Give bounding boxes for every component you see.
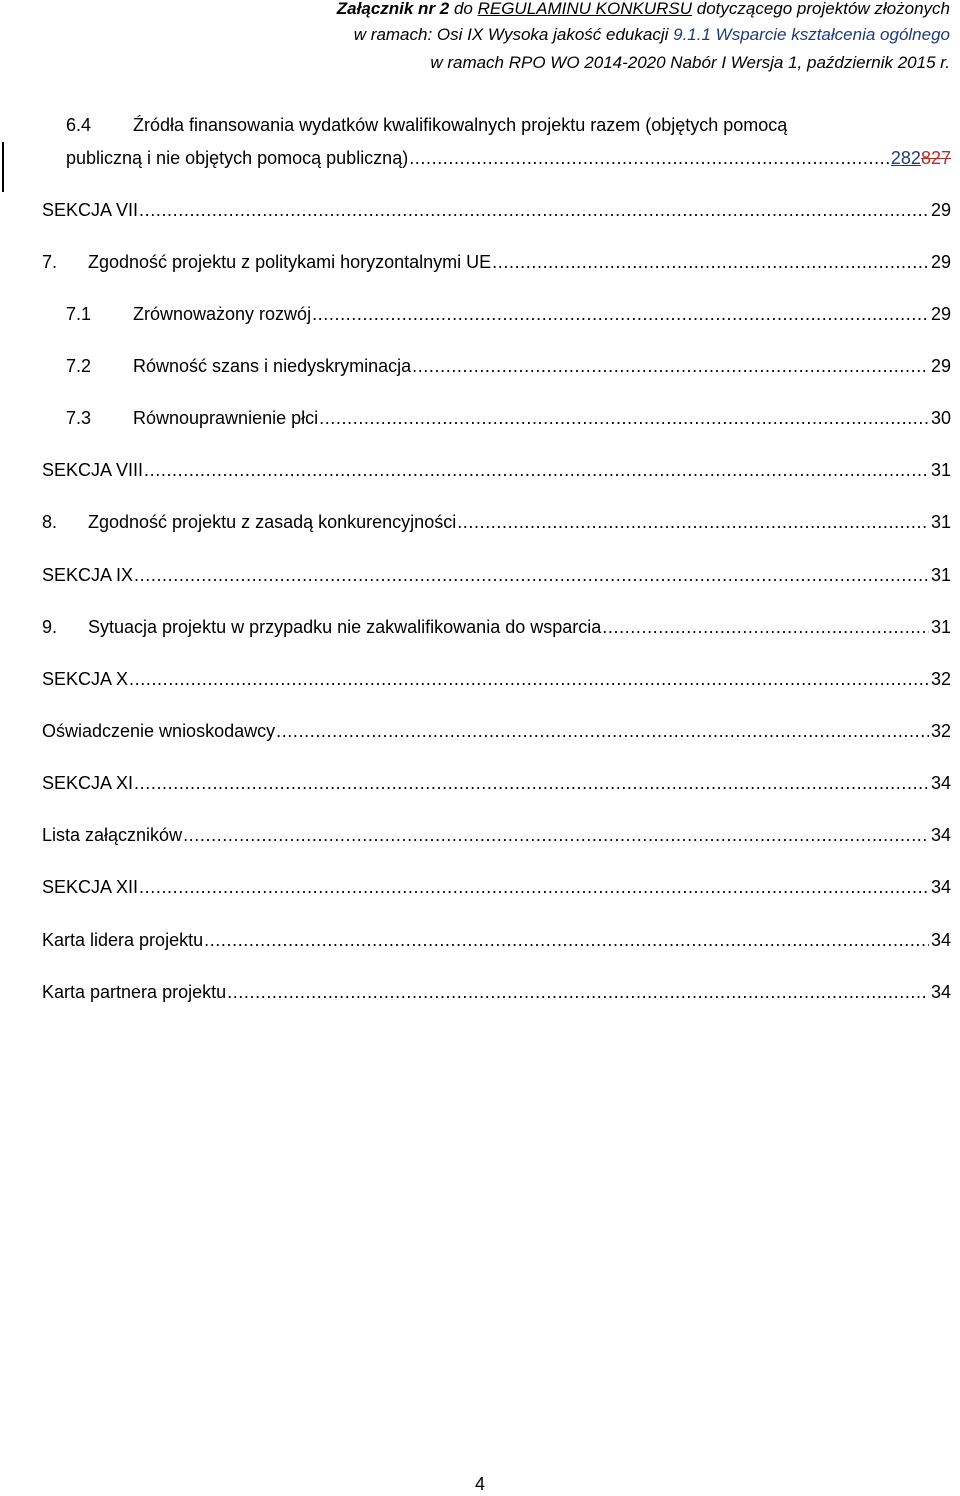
- toc-dot-leader: [139, 195, 929, 225]
- header-line-3: w ramach RPO WO 2014-2020 Nabór I Wersja 1, październik 2015 r.: [430, 53, 950, 72]
- toc-entry-7-1[interactable]: [66, 299, 951, 329]
- header-line-1-tail: dotyczącego projektów złożonych: [692, 0, 950, 18]
- toc-entry-label: Zrównoważony rozwój: [133, 304, 312, 324]
- toc-page-number: 34: [930, 825, 951, 845]
- toc-entry-6-4-line-2: [66, 142, 951, 175]
- toc-page-number-revised: [891, 142, 951, 175]
- toc-page-number: 34: [930, 877, 951, 897]
- toc-entry-lista-zalacznikow[interactable]: [42, 820, 951, 850]
- toc-dot-leader: [139, 872, 929, 902]
- toc-dot-leader: [602, 612, 929, 642]
- toc-entry-6-4-line-1: [66, 109, 951, 142]
- toc-entry-number: 7.3: [66, 408, 92, 428]
- toc-dot-leader: [492, 247, 929, 277]
- toc-dot-leader: [144, 455, 929, 485]
- toc-entry-karta-partnera[interactable]: [42, 977, 951, 1007]
- toc-entry-label: SEKCJA VII: [42, 200, 139, 220]
- toc-entry-7-2[interactable]: [66, 351, 951, 381]
- toc-page-number: 31: [930, 617, 951, 637]
- toc-dot-leader: [457, 507, 929, 537]
- toc-entry-label-continued: publiczną i nie objętych pomocą publiczną): [66, 148, 409, 168]
- toc-page-number: 30: [930, 408, 951, 428]
- toc-entry-sekcja-ix[interactable]: [42, 560, 951, 590]
- toc-entry-label: Lista załączników: [42, 825, 183, 845]
- header-line-1: [337, 0, 950, 21]
- toc-dot-leader: [319, 403, 929, 433]
- toc-dot-leader: [129, 664, 929, 694]
- revision-change-bar: [2, 142, 4, 192]
- toc-entry-karta-lidera[interactable]: [42, 925, 951, 955]
- toc-entry-9[interactable]: [42, 612, 951, 642]
- toc-page-number: 34: [930, 982, 951, 1002]
- toc-entry-label: Zgodność projektu z politykami horyzontalnymi UE: [88, 252, 492, 272]
- toc-dot-leader: [134, 560, 929, 590]
- toc-entry-number: 7.2: [66, 356, 92, 376]
- toc-entry-label: Źródła finansowania wydatków kwalifikowalnych projektu razem (objętych pomocą: [133, 115, 788, 135]
- toc-entry-oswiadczenie[interactable]: [42, 716, 951, 746]
- toc-entry-7[interactable]: [42, 247, 951, 277]
- toc-entry-label: Oświadczenie wnioskodawcy: [42, 721, 276, 741]
- page-number: 4: [474, 1474, 485, 1494]
- toc-entry-number: 8.: [42, 512, 58, 532]
- header-measure-text: 9.1.1 Wsparcie kształcenia ogólnego: [673, 25, 950, 44]
- toc-page-number: 29: [930, 356, 951, 376]
- toc-dot-leader: [204, 925, 929, 955]
- toc-entry-sekcja-x[interactable]: [42, 664, 951, 694]
- toc-entry-label: Karta partnera projektu: [42, 982, 227, 1002]
- toc-entry-number: 7.: [42, 252, 58, 272]
- toc-entry-number: 9.: [42, 617, 58, 637]
- toc-page-number: 29: [930, 200, 951, 220]
- header-connector: do: [449, 0, 478, 18]
- toc-entry-label: Równość szans i niedyskryminacja: [133, 356, 412, 376]
- toc-page-number: 31: [930, 512, 951, 532]
- toc-entry-8[interactable]: [42, 507, 951, 537]
- toc-entry-label: Zgodność projektu z zasadą konkurencyjności: [88, 512, 457, 532]
- toc-entry-7-3[interactable]: [66, 403, 951, 433]
- toc-entry-sekcja-xii[interactable]: [42, 872, 951, 902]
- toc-page-number: 34: [930, 773, 951, 793]
- toc-page-number: 34: [930, 930, 951, 950]
- header-line-2: [354, 22, 950, 47]
- toc-entry-sekcja-viii[interactable]: [42, 455, 951, 485]
- toc-entry-label: SEKCJA VIII: [42, 460, 144, 480]
- toc-dot-leader: [409, 142, 889, 175]
- toc-dot-leader: [276, 716, 929, 746]
- toc-page-number: 31: [930, 565, 951, 585]
- toc-entry-number: 7.1: [66, 304, 92, 324]
- toc-page-number: 32: [930, 669, 951, 689]
- toc-page-number: 29: [930, 304, 951, 324]
- toc-entry-number: 6.4: [66, 115, 92, 135]
- toc-dot-leader: [227, 977, 929, 1007]
- header-attachment-label: Załącznik nr 2: [336, 0, 450, 18]
- toc-dot-leader: [183, 820, 929, 850]
- toc-entry-label: Karta lidera projektu: [42, 930, 204, 950]
- toc-dot-leader: [312, 299, 929, 329]
- toc-dot-leader: [412, 351, 929, 381]
- toc-entry-label: Równouprawnienie płci: [133, 408, 319, 428]
- toc-entry-label: SEKCJA XII: [42, 877, 139, 897]
- toc-page-number: 31: [930, 460, 951, 480]
- toc-entry-sekcja-xi[interactable]: [42, 768, 951, 798]
- page-deleted: 827: [920, 148, 951, 168]
- page-inserted: 82: [900, 148, 921, 168]
- toc-entry-label: SEKCJA IX: [42, 565, 134, 585]
- toc-entry-label: SEKCJA XI: [42, 773, 134, 793]
- toc-entry-sekcja-vii[interactable]: [42, 195, 951, 225]
- header-regulation-link: REGULAMINU KONKURSU: [477, 0, 693, 18]
- toc-entry-6-4[interactable]: [66, 109, 951, 175]
- toc-dot-leader: [134, 768, 929, 798]
- page-prefix: 2: [890, 148, 901, 168]
- toc-entry-label: SEKCJA X: [42, 669, 129, 689]
- toc-page-number: 29: [930, 252, 951, 272]
- header-axis-text: w ramach: Osi IX Wysoka jakość edukacji: [353, 25, 674, 44]
- toc-page-number: 32: [930, 721, 951, 741]
- toc-entry-label: Sytuacja projektu w przypadku nie zakwalifikowania do wsparcia: [88, 617, 602, 637]
